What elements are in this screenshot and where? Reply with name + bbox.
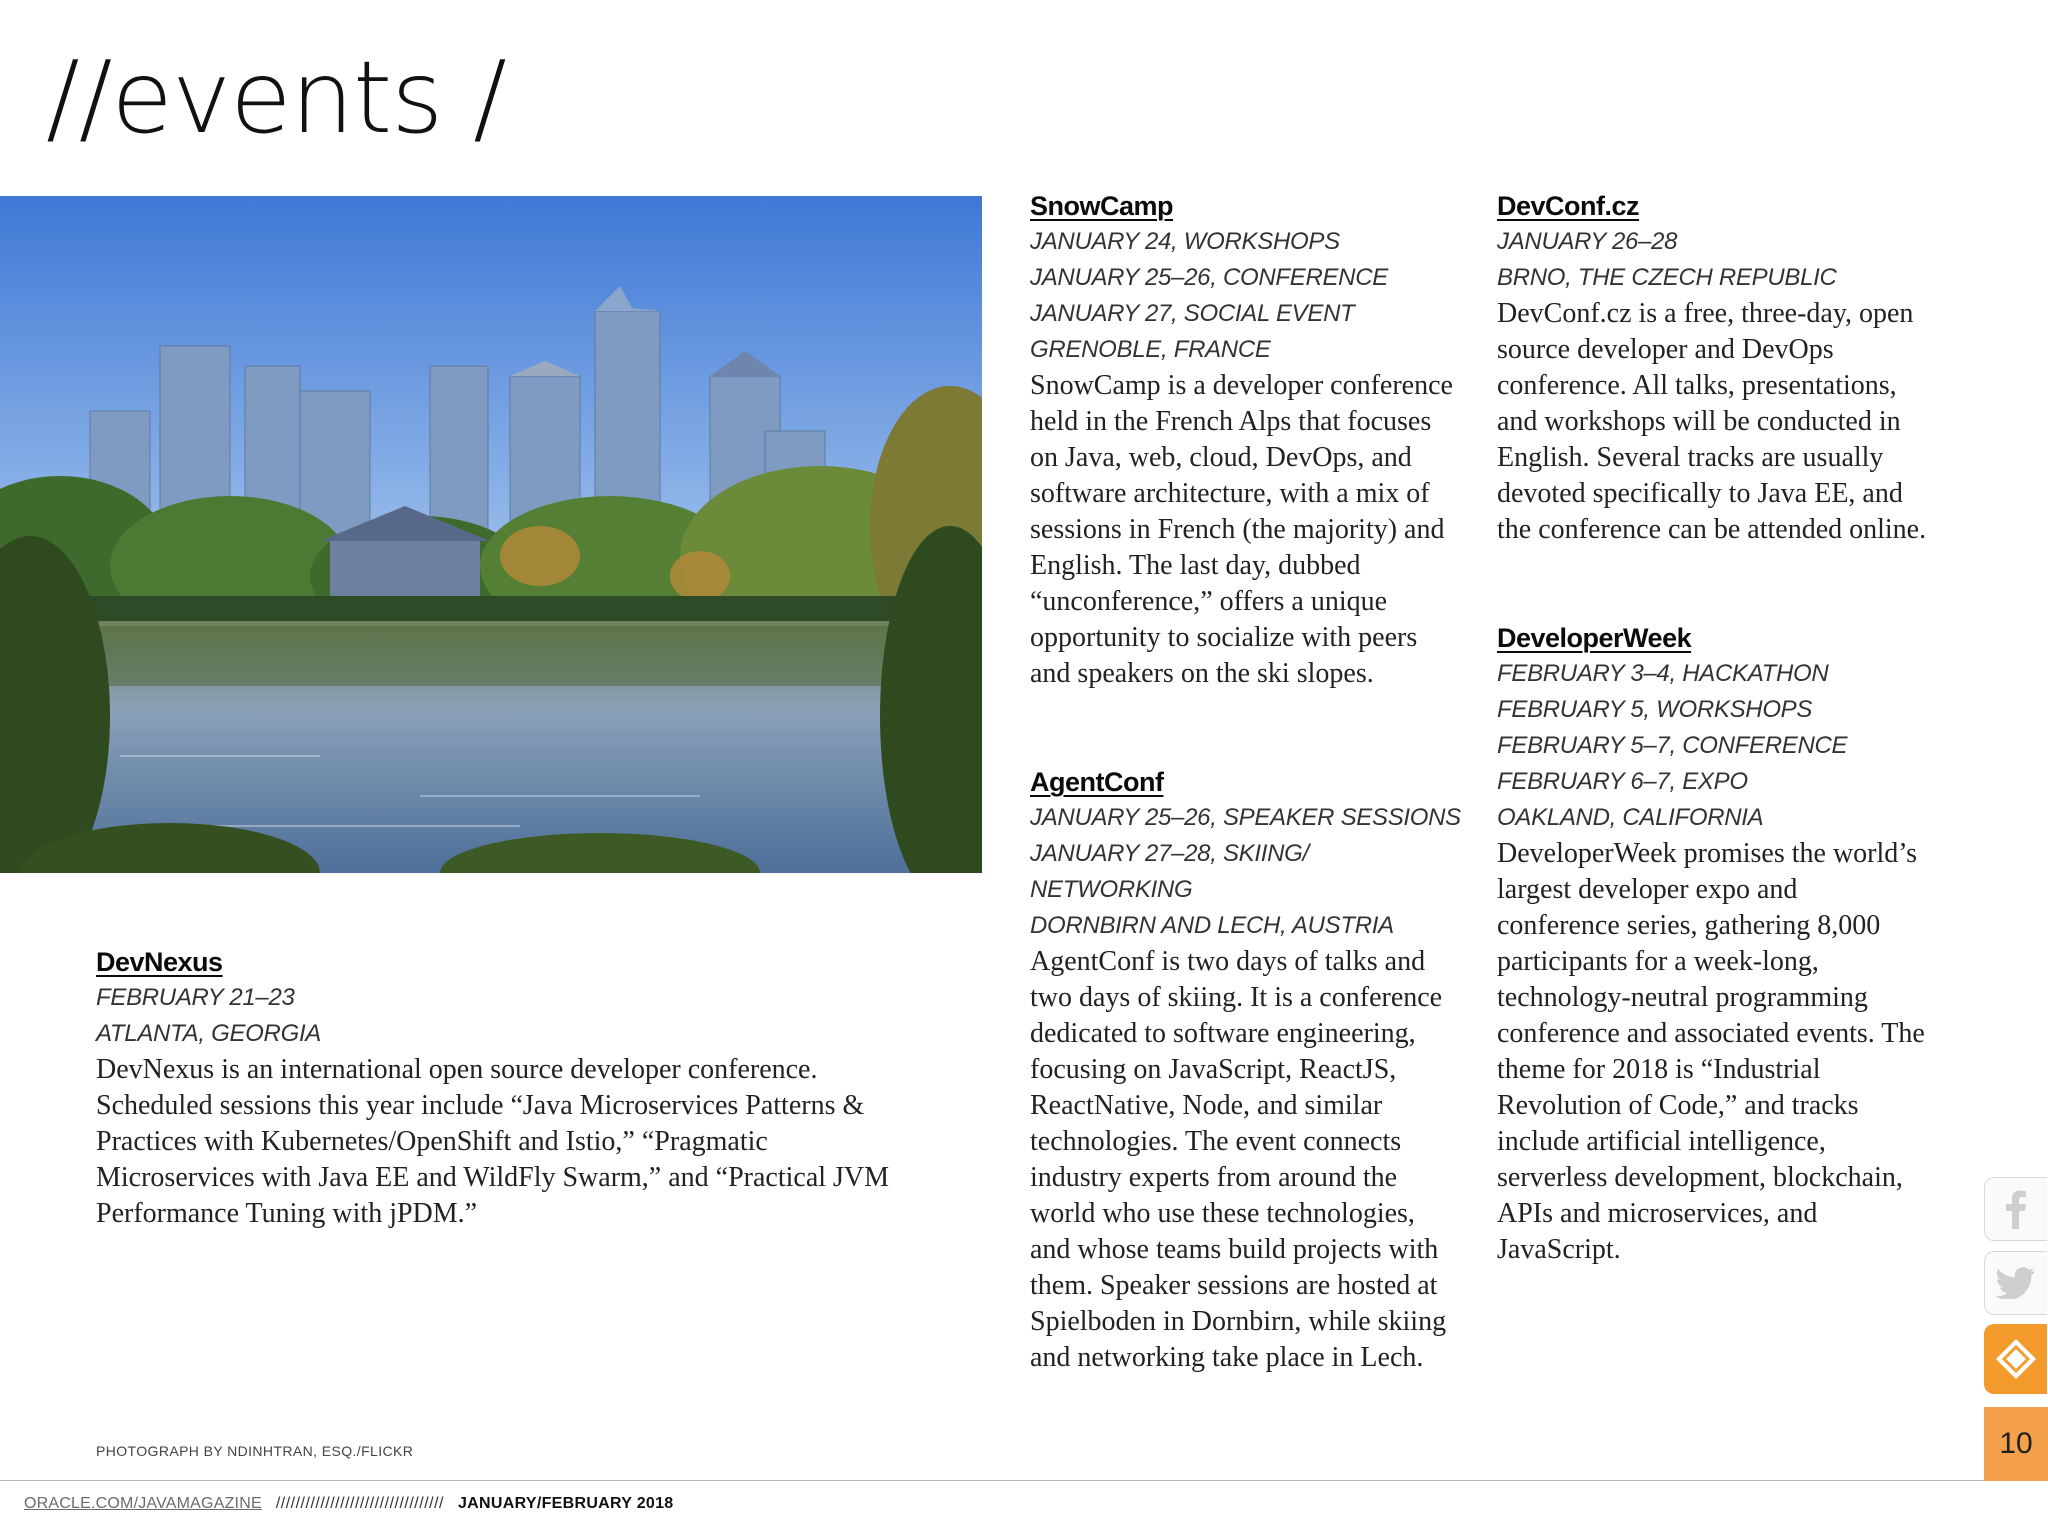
event-description: DeveloperWeek promises the world’s largest developer expo and conference series, gathering 8,000 participants for a week-long, technology-neutral programming conference and associated events. The theme for 2018 is “Industrial Revolution of Code,” and tracks include artificial intelligence, serverless development, blockchain, APIs and microservices, and JavaScript.: [1497, 838, 1925, 1265]
event-date: JANUARY 26–28: [1497, 228, 1678, 255]
event-date: FEBRUARY 6–7, EXPO: [1497, 768, 1748, 795]
event-title-link[interactable]: DeveloperWeek: [1497, 623, 1692, 653]
page-number: 10: [1984, 1407, 2048, 1481]
event-date: JANUARY 25–26, SPEAKER SESSIONS: [1030, 804, 1461, 831]
photo-credit: PHOTOGRAPH BY NDINHTRAN, ESQ./FLICKR: [96, 1443, 414, 1459]
event-agentconf: [1030, 764, 1460, 1376]
event-date: NETWORKING: [1030, 876, 1193, 903]
event-date: JANUARY 27, SOCIAL EVENT: [1030, 300, 1355, 327]
event-description: SnowCamp is a developer conference held in the French Alps that focuses on Java, web, cloud, DevOps, and software architecture, with a mix of sessions in French (the majority) and English. The last day, dubbed “unconference,” offers a unique opportunity to socialize with peers and speakers on the ski slopes.: [1030, 370, 1453, 689]
event-date: FEBRUARY 5–7, CONFERENCE: [1497, 732, 1848, 759]
mail-icon: [1994, 1337, 2038, 1381]
event-location: GRENOBLE, FRANCE: [1030, 336, 1271, 363]
footer-divider: [0, 1480, 2048, 1481]
event-description: AgentConf is two days of talks and two days of skiing. It is a conference dedicated to software engineering, focusing on JavaScript, ReactJS, ReactNative, Node, and similar technologies. The event connects industry experts from around the world who use these technologies, and whose teams build projects with them. Speaker sessions are hosted at Spielboden in Dornbirn, while skiing and networking take place in Lech.: [1030, 946, 1447, 1373]
event-location: OAKLAND, CALIFORNIA: [1497, 804, 1764, 831]
footer-slashes: //////////////////////////////////: [275, 1495, 444, 1512]
facebook-icon: [1999, 1189, 2033, 1229]
event-title-link[interactable]: DevNexus: [96, 947, 223, 977]
event-date: JANUARY 25–26, CONFERENCE: [1030, 264, 1388, 291]
atlanta-skyline-photo: [0, 196, 982, 873]
page-title: //events /: [46, 39, 506, 156]
event-description: DevNexus is an international open source developer conference. Scheduled sessions this year include “Java Microservices Patterns & Practices with Kubernetes/OpenShift and Istio,” “Pragmatic Microservices with Java EE and WildFly Swarm,” and “Practical JVM Performance Tuning with jPDM.”: [96, 1054, 890, 1229]
event-date: FEBRUARY 3–4, HACKATHON: [1497, 660, 1829, 687]
event-date: FEBRUARY 5, WORKSHOPS: [1497, 696, 1813, 723]
facebook-share-button[interactable]: [1984, 1177, 2047, 1241]
event-date: JANUARY 27–28, SKIING/: [1030, 840, 1309, 867]
twitter-share-button[interactable]: [1984, 1251, 2047, 1315]
event-title-link[interactable]: AgentConf: [1030, 767, 1164, 797]
event-location: ATLANTA, GEORGIA: [96, 1020, 322, 1047]
event-title-link[interactable]: DevConf.cz: [1497, 191, 1640, 221]
footer-site-link[interactable]: ORACLE.COM/JAVAMAGAZINE: [24, 1495, 262, 1512]
event-description: DevConf.cz is a free, three-day, open source developer and DevOps conference. All talks, presentations, and workshops will be conducted in English. Several tracks are usually devoted specifically to Java EE, and the conference can be attended online.: [1497, 298, 1927, 545]
event-location: DORNBIRN AND LECH, AUSTRIA: [1030, 912, 1394, 939]
event-location: BRNO, THE CZECH REPUBLIC: [1497, 264, 1837, 291]
event-date: JANUARY 24, WORKSHOPS: [1030, 228, 1340, 255]
event-devconf: [1497, 188, 1927, 548]
event-developerweek: [1497, 620, 1927, 1268]
email-share-button[interactable]: [1984, 1324, 2047, 1394]
event-title-link[interactable]: SnowCamp: [1030, 191, 1174, 221]
footer: [24, 1495, 674, 1513]
footer-issue: JANUARY/FEBRUARY 2018: [457, 1495, 674, 1512]
event-date: FEBRUARY 21–23: [96, 984, 295, 1011]
event-devnexus: [96, 944, 926, 1232]
twitter-icon: [1996, 1267, 2036, 1299]
event-snowcamp: [1030, 188, 1460, 692]
